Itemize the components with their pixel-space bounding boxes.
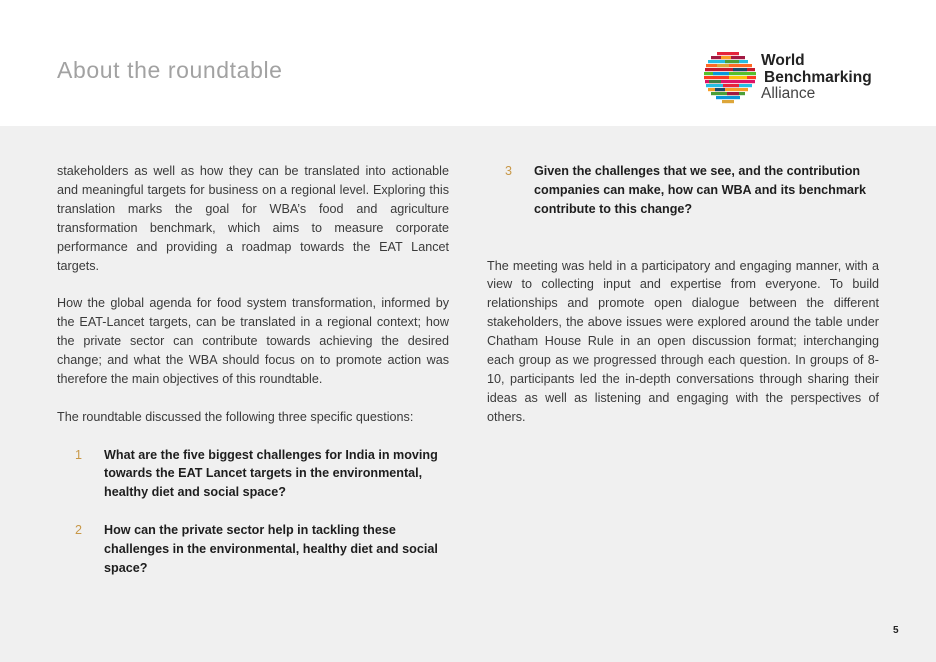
question-text: Given the challenges that we see, and the contribution companies can make, how can WBA and its benchmark contribute to this change? <box>534 164 866 216</box>
question-number: 1 <box>75 447 83 462</box>
logo-line-benchmarking: Benchmarking <box>764 68 872 86</box>
question-number: 2 <box>75 523 83 538</box>
left-paragraph-1: stakeholders as well as how they can be translated into actionable and meaningful targets for business on a regional level. Exploring this translation marks the goal for WBA’s food and agriculture transformation benchmark, which aims to measure corporate performance and providing a roadmap towards the EAT Lancet targets. <box>57 164 449 273</box>
question-item-3 <box>487 162 879 219</box>
question-text: What are the five biggest challenges for India in moving towards the EAT Lancet targets in the environmental, healthy diet and social space? <box>104 447 438 500</box>
wba-logo-emblem-icon <box>703 50 759 108</box>
right-paragraph-1: The meeting was held in a participatory and engaging manner, with a view to collecting input and expertise from everyone. To build relationships and promote open dialogue between the different stakeholders, the above issues were explored around the table under Chatham House Rule in an open discussion format; interchanging each group as we progressed through each question. In groups of 8-10, participants led the in-depth conversations through sharing their ideas as well as listening and engaging with the perspectives of others. <box>487 258 879 424</box>
page-header <box>0 0 936 126</box>
logo-line-alliance: Alliance <box>761 85 816 102</box>
question-item-1 <box>57 446 449 503</box>
page-title: About the roundtable <box>57 57 283 83</box>
page-number: 5 <box>893 625 899 636</box>
question-item-2 <box>57 521 449 578</box>
question-text: How can the private sector help in tackling these challenges in the environmental, healthy diet and social space? <box>104 523 438 575</box>
wba-logo-wordmark <box>761 53 872 103</box>
logo-line-world: World <box>761 52 805 69</box>
wba-logo <box>703 50 893 108</box>
left-paragraph-3: The roundtable discussed the following three specific questions: <box>57 409 414 424</box>
left-column <box>57 162 449 578</box>
question-number: 3 <box>505 164 513 178</box>
right-column <box>487 162 879 427</box>
left-paragraph-2: How the global agenda for food system transformation, informed by the EAT-Lancet targets, can be translated in a regional context; how the private sector can contribute towards achieving the desired change; and what the WBA should focus on to promote action was therefore the main objectives of this roundtable. <box>57 296 449 386</box>
